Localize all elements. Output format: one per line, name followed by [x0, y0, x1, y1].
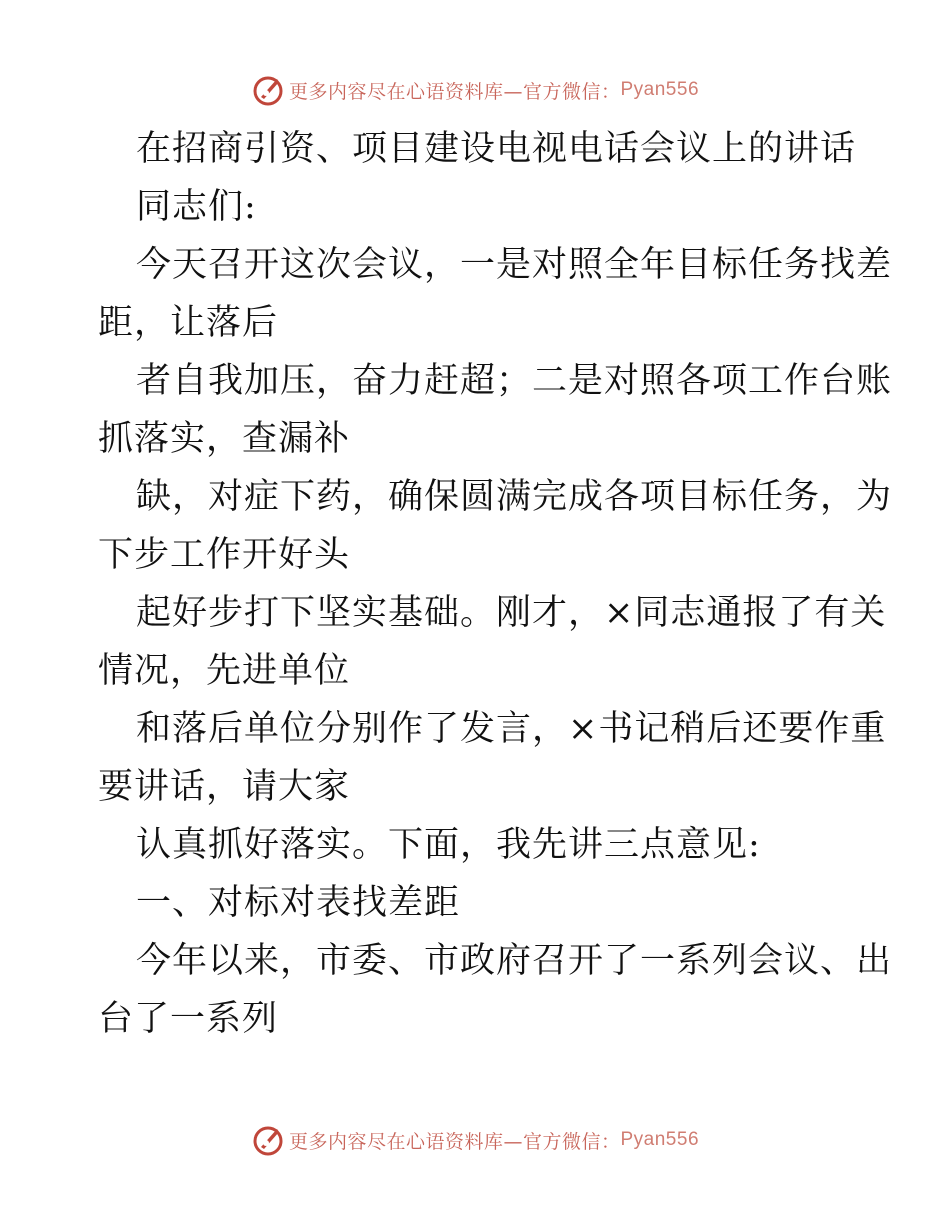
text-line: 今年以来，市委、市政府召开了一系列会议、出: [136, 941, 893, 981]
text-line: 一、对标对表找差距: [136, 883, 461, 923]
text-line: 情况，先进单位: [98, 651, 351, 691]
text-line: 认真抓好落实。下面，我先讲三点意见:: [136, 825, 761, 865]
text-line: 下步工作开好头: [98, 535, 351, 575]
watermark-text: 更多内容尽在心语资料库—官方微信：: [288, 1130, 621, 1153]
text-line: 距，让落后: [98, 303, 279, 343]
footer-watermark: [0, 1120, 950, 1160]
header-watermark: [0, 70, 950, 110]
text-line: 者自我加压，奋力赶超；二是对照各项工作台账: [136, 361, 893, 401]
quill-circle-icon: [251, 73, 285, 107]
text-line: 今天召开这次会议，一是对照全年目标任务找差: [136, 245, 893, 285]
text-line: 和落后单位分别作了发言，×书记稍后还要作重: [136, 709, 887, 749]
text-line: 缺，对症下药，确保圆满完成各项目标任务，为: [136, 477, 893, 517]
text-line: 同志们:: [136, 187, 257, 227]
text-line: 在招商引资、项目建设电视电话会议上的讲话: [136, 129, 857, 169]
watermark-wechat-id: Pyan556: [620, 79, 700, 100]
text-line: 起好步打下坚实基础。刚才，×同志通报了有关: [136, 593, 887, 633]
watermark-wechat-id: Pyan556: [620, 1129, 700, 1150]
text-line: 要讲话，请大家: [98, 767, 351, 807]
text-line: 抓落实，查漏补: [98, 419, 351, 459]
watermark-text: 更多内容尽在心语资料库—官方微信：: [288, 80, 621, 103]
document-body: [98, 120, 893, 1048]
text-line: 台了一系列: [98, 999, 279, 1039]
quill-circle-icon: [251, 1123, 285, 1157]
